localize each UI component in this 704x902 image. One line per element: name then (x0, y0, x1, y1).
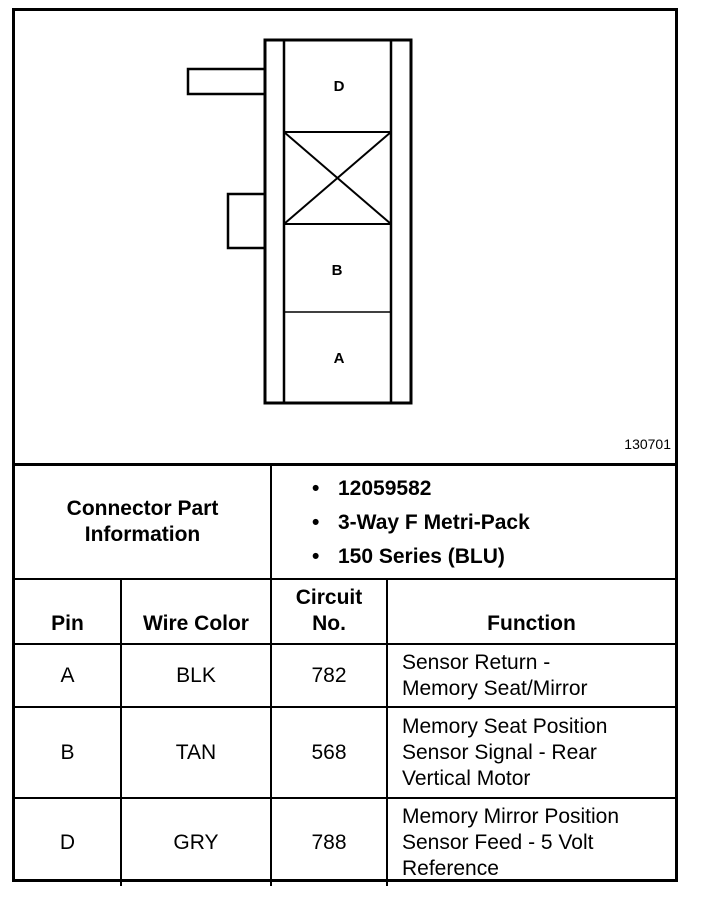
cavity-label-d: D (333, 78, 345, 95)
circuit-cell: 782 (271, 644, 387, 707)
part-number: • 12059582 (312, 472, 675, 506)
connector-diagram (15, 11, 675, 463)
header-wire-color: Wire Color (121, 579, 271, 644)
blocked-cavity (284, 132, 391, 224)
function-cell: Memory Mirror Position Sensor Feed - 5 Volt Reference (387, 798, 675, 886)
wire-color-cell: TAN (121, 707, 271, 798)
function-cell: Memory Seat Position Sensor Signal - Rear Vertical Motor (387, 707, 675, 798)
pin-cell: D (15, 798, 121, 886)
table-row (15, 707, 675, 798)
cavity-label-b: B (331, 262, 343, 279)
part-info-label: Connector Part Information (15, 465, 271, 580)
header-function: Function (387, 579, 675, 644)
pin-cell: A (15, 644, 121, 707)
figure-number: 130701 (624, 436, 671, 452)
circuit-cell: 568 (271, 707, 387, 798)
connector-latch-upper (188, 69, 265, 94)
header-circuit: Circuit No. (271, 579, 387, 644)
header-pin: Pin (15, 579, 121, 644)
connector-series: • 150 Series (BLU) (312, 540, 675, 574)
pin-cell: B (15, 707, 121, 798)
circuit-cell: 788 (271, 798, 387, 886)
part-info-list-cell (271, 465, 675, 580)
connector-key-lower (228, 194, 265, 248)
function-cell: Sensor Return - Memory Seat/Mirror (387, 644, 675, 707)
header-row (15, 579, 675, 644)
part-info-list (272, 466, 675, 578)
cavity-label-a: A (333, 350, 345, 367)
connector-face-drawing (15, 11, 675, 463)
connector-type: • 3-Way F Metri-Pack (312, 506, 675, 540)
wire-color-cell: GRY (121, 798, 271, 886)
connector-info-table (15, 463, 675, 886)
part-info-row (15, 465, 675, 580)
connector-frame (12, 8, 678, 882)
table-row (15, 798, 675, 886)
wire-color-cell: BLK (121, 644, 271, 707)
table-row (15, 644, 675, 707)
